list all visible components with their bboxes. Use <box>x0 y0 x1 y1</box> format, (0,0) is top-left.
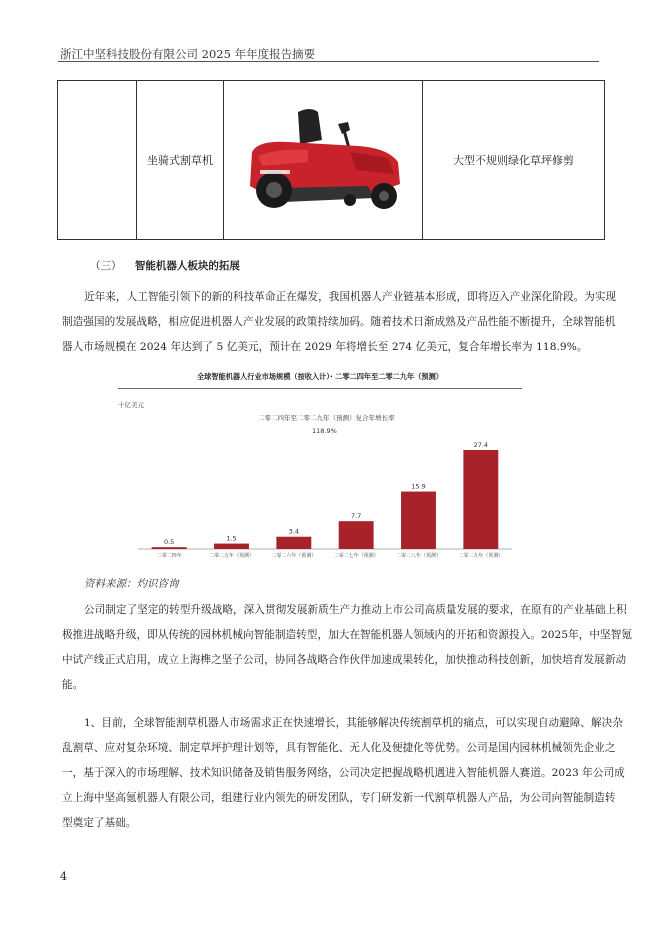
cagr-value: 118.9% <box>312 427 337 435</box>
bar-value-label: 7.7 <box>350 512 362 521</box>
market-size-chart <box>118 372 522 564</box>
chart-bar <box>401 492 436 549</box>
chart-bar <box>463 450 498 549</box>
x-tick-label: 二零二七年（预测） <box>333 553 379 559</box>
paragraph-line: 一，基于深入的市场理解、技术知识储备及销售服务网络，公司决定把握战略机遇进入智能机器人赛道。2023 年公司成 <box>62 767 625 779</box>
section-title: 智能机器人板块的拓展 <box>134 260 240 272</box>
paragraph-line: 制造强国的发展战略，相应促进机器人产业发展的政策持续加码。随着技术日渐成熟及产品性能不断提升，全球智能机 <box>62 316 616 328</box>
x-tick-label: 二零二八年（预测） <box>395 553 442 559</box>
page-number: 4 <box>60 870 67 883</box>
bar-value-label: 27.4 <box>473 441 489 449</box>
chart-bar <box>152 547 187 549</box>
product-table <box>57 80 605 240</box>
paragraph-line: 器人市场规模在 2024 年达到了 5 亿美元，预计在 2029 年将增长至 274 亿美元，复合年增长率为 118.9%。 <box>62 341 588 353</box>
chart-title: 全球智能机器人行业市场规模（按收入计）· 二零二四年至二零二九年（预测） <box>196 372 443 381</box>
chart-bar <box>276 537 311 549</box>
section-heading <box>90 258 240 273</box>
chart-plot <box>118 372 522 564</box>
table-row <box>58 81 605 240</box>
x-tick-label: 二零二四年 <box>156 553 182 559</box>
chart-bar <box>339 521 374 549</box>
source-note: 资料来源：灼识咨询 <box>84 578 179 590</box>
x-tick-label: 二零二五年（预测） <box>208 553 255 559</box>
section-prefix: （三） <box>90 260 122 272</box>
paragraph-line: 近年来，人工智能引领下的新的科技革命正在爆发，我国机器人产业链基本形成，即将迈入产业深化阶段。为实现 <box>84 291 617 303</box>
bar-value-label: 15.9 <box>411 482 426 491</box>
x-tick-label: 二零二九年（预测） <box>458 553 504 559</box>
bar-value-label: 3.4 <box>288 527 300 536</box>
paragraph-line: 公司制定了坚定的转型升级战略，深入贯彻发展新质生产力推动上市公司高质量发展的要求，在原有的产业基础上积 <box>84 604 627 616</box>
index-cell <box>58 81 137 240</box>
paragraph-line: 乱割草、应对复杂环境、制定草坪护理计划等，具有智能化、无人化及便捷化等优势。公司是国内园林机械领先企业之 <box>62 742 616 754</box>
paragraph-line: 型奠定了基础。 <box>62 817 137 829</box>
paragraph-line: 极推进战略升级，即从传统的园林机械向智能制造转型，加大在智能机器人领域内的开拓和资源投入。2025年，中坚智氪 <box>62 629 632 641</box>
bar-value-label: 0.5 <box>163 538 175 547</box>
x-tick-label: 二零二六年（预测） <box>271 553 317 559</box>
product-usage-cell: 大型不规则绿化草坪修剪 <box>423 81 605 240</box>
product-name-cell: 坐骑式割草机 <box>137 81 224 240</box>
paragraph-line: 能。 <box>62 679 84 691</box>
paragraph-3 <box>62 711 625 836</box>
paragraph-line: 立上海中坚高氪机器人有限公司，组建行业内领先的研发团队，专门研发新一代割草机器人产品，为公司向智能制造转 <box>62 792 616 804</box>
paragraph-line: 1、目前，全球智能割草机器人市场需求正在快速增长，其能够解决传统割草机的痛点，可以实现自动避障、解决杂 <box>84 717 623 729</box>
chart-bar <box>214 544 249 549</box>
paragraph-2 <box>62 598 632 698</box>
paragraph-line: 中试产线正式启用，成立上海榫之坚子公司，协同各战略合作伙伴加速成果转化，加快推动科技创新，加快培育发展新动 <box>62 654 627 666</box>
header-rule <box>58 61 599 62</box>
riding-mower-image <box>238 100 408 220</box>
page-header-title: 浙江中坚科技股份有限公司 2025 年年度报告摘要 <box>60 47 316 61</box>
product-image-cell <box>224 81 423 240</box>
cagr-label: 二零二四年至二零二九年（预测）复合年增长率 <box>258 414 395 422</box>
paragraph-1 <box>62 285 617 360</box>
chart-unit-label: 十亿美元 <box>118 401 144 409</box>
bar-value-label: 1.5 <box>226 534 237 543</box>
